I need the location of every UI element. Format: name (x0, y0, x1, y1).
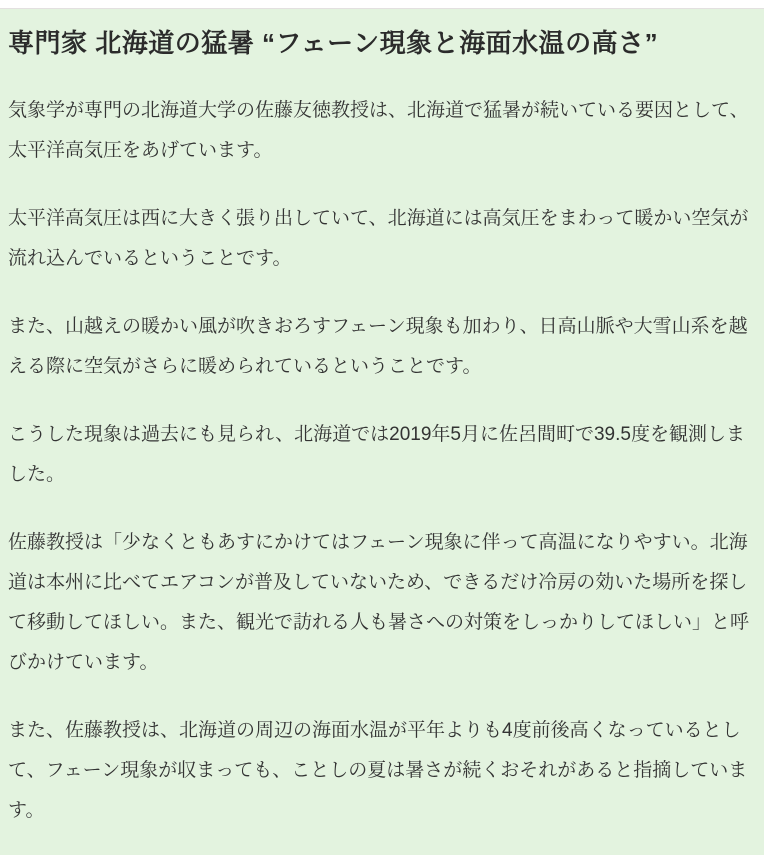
article-paragraph: また、山越えの暖かい風が吹きおろすフェーン現象も加わり、日高山脈や大雪山系を越える際に空気がさらに暖められているということです。 (8, 316, 748, 377)
article-paragraph: こうした現象は過去にも見られ、北海道では2019年5月に佐呂間町で39.5度を観測しました。 (8, 424, 745, 485)
article-paragraph: また、佐藤教授は、北海道の周辺の海面水温が平年よりも4度前後高くなっているとして、フェーン現象が収まっても、ことしの夏は暑さが続くおそれがあると指摘しています。 (8, 720, 748, 821)
top-strip (0, 0, 764, 9)
article-paragraph: 気象学が専門の北海道大学の佐藤友徳教授は、北海道で猛暑が続いている要因として、太平洋高気圧をあげています。 (8, 100, 749, 161)
article-paragraph: 佐藤教授は「少なくともあすにかけてはフェーン現象に伴って高温になりやすい。北海道は本州に比べてエアコンが普及していないため、できるだけ冷房の効いた場所を探して移動してほしい。また、観光で訪れる人も暑さへの対策をしっかりしてほしい」と呼びかけています。 (8, 532, 750, 673)
article-title: 専門家 北海道の猛暑 “フェーン現象と海面水温の高さ” (8, 28, 659, 58)
article-paragraph: 太平洋高気圧は西に大きく張り出していて、北海道には高気圧をまわって暖かい空気が流れ込んでいるということです。 (8, 208, 749, 269)
article-panel (0, 9, 764, 855)
article-body (8, 91, 756, 831)
